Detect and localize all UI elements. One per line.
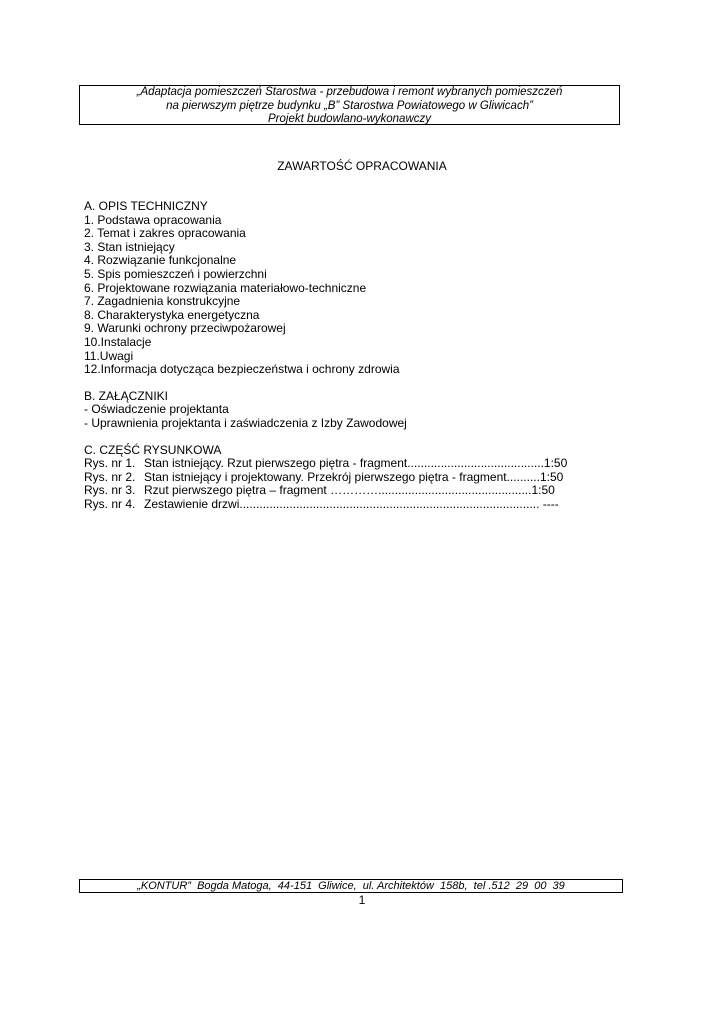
section-c-heading: C. CZĘŚĆ RYSUNKOWA [84, 442, 222, 457]
section-c [84, 444, 624, 512]
drawing-number: Rys. nr 2. [84, 469, 136, 484]
table-of-contents [84, 200, 624, 524]
list-item: 8. Charakterystyka energetyczna [84, 307, 260, 322]
drawing-number: Rys. nr 4. [84, 496, 136, 511]
drawing-number: Rys. nr 1. [84, 456, 136, 471]
drawing-entry [84, 484, 624, 498]
list-item: 7. Zagadnienia konstrukcyjne [84, 294, 241, 309]
header-line-2: na pierwszym piętrze budynku „B” Starostwa Powiatowego w Gliwicach” [166, 99, 533, 112]
document-footer: „KONTUR” Bogda Matoga, 44-151 Gliwice, ul. Architektów 158b, tel .512 29 00 39 [79, 879, 623, 893]
section-a-heading: A. OPIS TECHNICZNY [84, 199, 208, 213]
header-line-3: Projekt budowlano-wykonawczy [268, 113, 431, 125]
section-b-heading: B. ZAŁĄCZNIKI [84, 388, 169, 403]
drawing-entry [84, 498, 624, 512]
section-b [84, 390, 624, 431]
list-item: 6. Projektowane rozwiązania materiałowo-techniczne [84, 280, 367, 295]
document-header [79, 85, 620, 125]
list-item: 10.Instalacje [84, 334, 152, 349]
drawing-title: Zestawienie drzwi.......................................................................................... ---- [144, 496, 559, 511]
drawing-title: Stan istniejący i projektowany. Przekrój pierwszego piętra - fragment..........1:50 [144, 469, 564, 484]
section-a [84, 200, 624, 377]
list-item: - Uprawnienia projektanta i zaświadczenia z Izby Zawodowej [84, 415, 407, 430]
document-title: ZAWARTOŚĆ OPRACOWANIA [277, 159, 447, 173]
drawing-number: Rys. nr 3. [84, 483, 136, 498]
drawing-entry [84, 471, 624, 485]
list-item: 9. Warunki ochrony przeciwpożarowej [84, 321, 286, 336]
list-item: 12.Informacja dotycząca bezpieczeństwa i ochrony zdrowia [84, 362, 400, 377]
list-item: 3. Stan istniejący [84, 239, 175, 254]
list-item: 1. Podstawa opracowania [84, 212, 222, 227]
drawing-title: Rzut pierwszego piętra – fragment …………..............................................1:50 [144, 483, 555, 498]
page-number: 1 [358, 893, 366, 907]
drawing-title: Stan istniejący. Rzut pierwszego piętra - fragment.........................................1:50 [144, 456, 568, 471]
list-item: 2. Temat i zakres opracowania [84, 226, 246, 241]
list-item: - Oświadczenie projektanta [84, 402, 229, 417]
list-item: 11.Uwagi [84, 348, 134, 363]
header-line-1: „Adaptacja pomieszczeń Starostwa - przebudowa i remont wybranych pomieszczeń [136, 86, 563, 98]
list-item: 4. Rozwiązanie funkcjonalne [84, 253, 237, 268]
list-item: 5. Spis pomieszczeń i powierzchni [84, 266, 267, 281]
drawing-entry [84, 457, 624, 471]
